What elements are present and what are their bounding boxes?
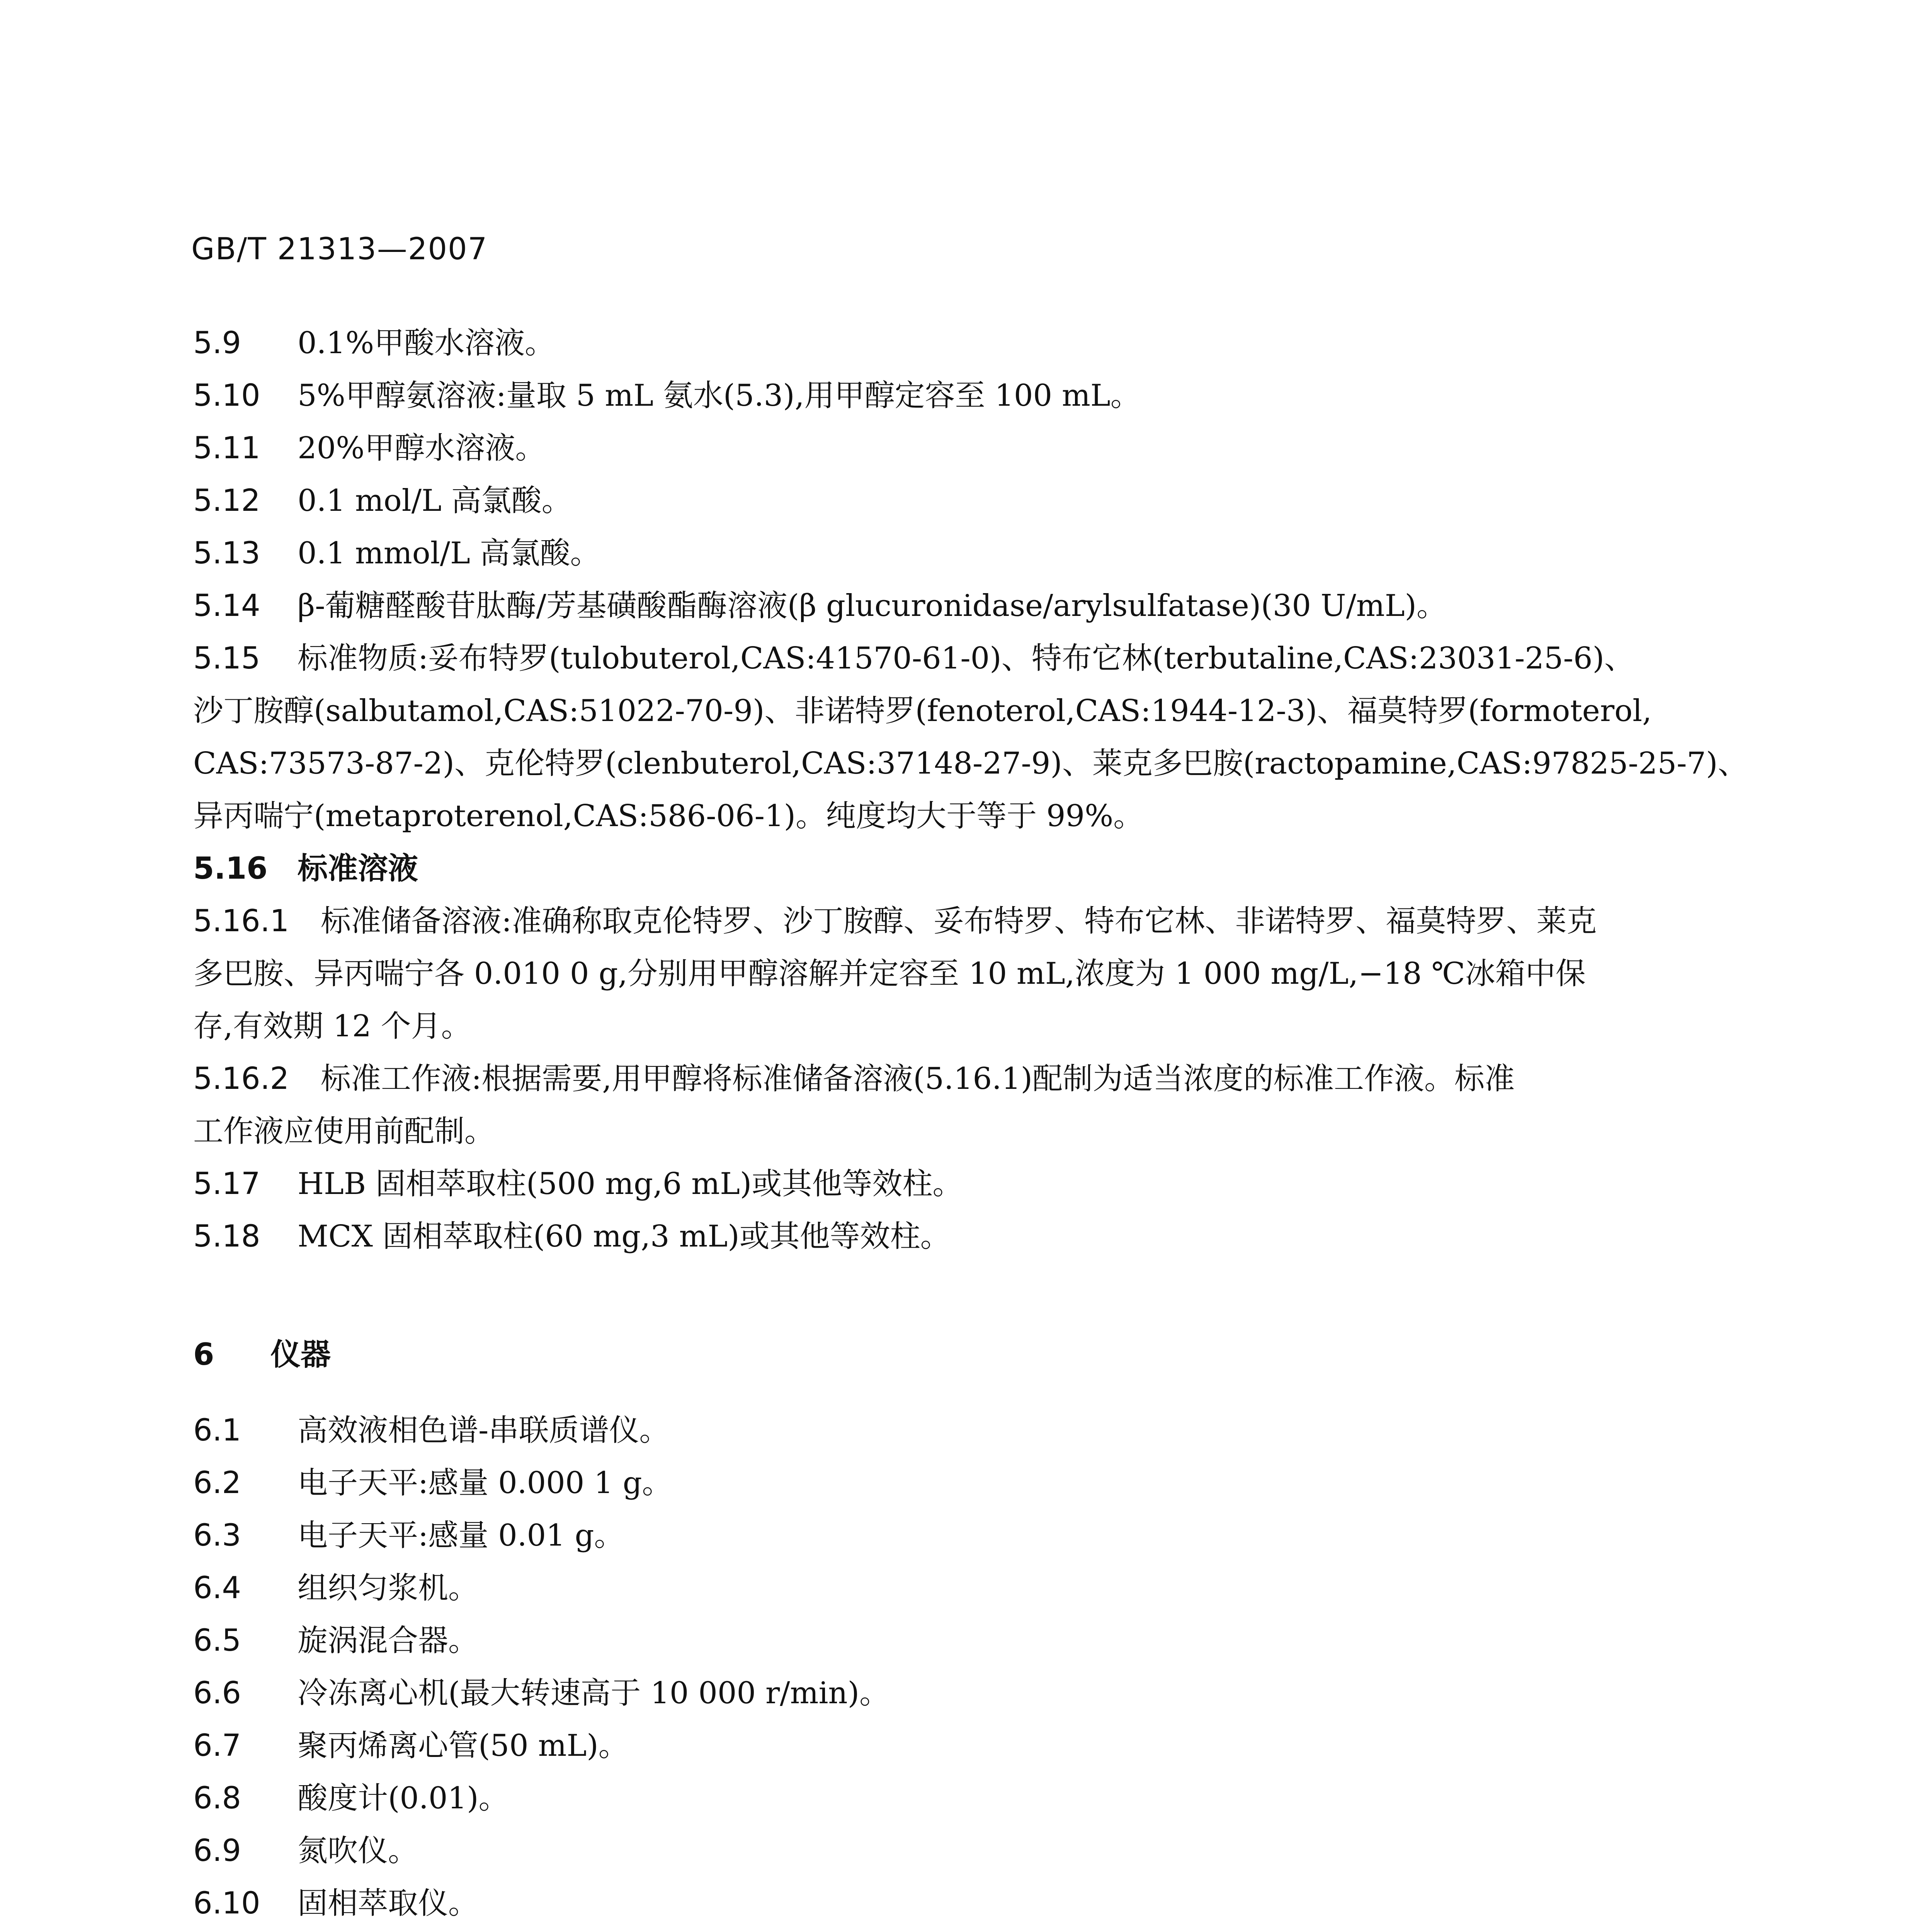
clause-number [193,1930,298,1932]
clause-5-15-cont [193,790,1731,842]
clause-text: 聚丙烯离心管(50 mL)。 [298,1728,629,1763]
clause-5-13 [193,527,1731,580]
clause-6-10 [193,1877,1731,1930]
clause-5-16-2-cont [193,1105,1731,1158]
clause-text-line: 沙丁胺醇(salbutamol,CAS:51022-70-9)、非诺特罗(fenoterol,CAS:1944-12-3)、福莫特罗(formoterol, [193,694,1652,728]
clause-5-16-1-cont [193,1000,1731,1053]
clause-6-6 [193,1667,1731,1719]
clause-text: 0.1 mol/L 高氯酸。 [298,483,572,518]
standard-code-header: GB/T 21313—2007 [191,232,488,267]
clause-text: 电子天平:感量 0.01 g。 [298,1518,624,1553]
clause-6-11 [193,1930,1731,1932]
clause-text: 冷冻离心机(最大转速高于 10 000 r/min)。 [298,1676,890,1711]
clause-text-line: 标准储备溶液:准确称取克伦特罗、沙丁胺醇、妥布特罗、特布它林、非诺特罗、福莫特罗、莱克 [321,904,1597,939]
clause-number: 5.9 [193,326,242,361]
clause-text: 0.1%甲酸水溶液。 [298,326,555,361]
clause-number: 5.11 [193,431,260,466]
clause-5-14 [193,580,1731,632]
clause-text-line: 工作液应使用前配制。 [193,1114,495,1149]
clause-number: 5.13 [193,536,260,571]
clause-text-line: 标准工作液:根据需要,用甲醇将标准储备溶液(5.16.1)配制为适当浓度的标准工作液。标准 [321,1061,1515,1096]
clause-6-8 [193,1772,1731,1825]
clause-text: 组织匀浆机。 [298,1571,479,1605]
clause-number: 5.18 [193,1219,260,1254]
clause-5-11 [193,422,1731,474]
clause-5-16-1-cont [193,947,1731,1000]
clause-number: 6.1 [193,1413,242,1448]
clause-text: 旋涡混合器。 [298,1623,479,1658]
clause-5-18 [193,1210,1731,1263]
clause-text-line: 多巴胺、异丙喘宁各 0.010 0 g,分别用甲醇溶解并定容至 10 mL,浓度为 1 000 mg/L,−18 ℃冰箱中保 [193,956,1586,991]
clause-6-5 [193,1614,1731,1667]
section-title: 仪器 [270,1337,331,1372]
clause-text: 0.1 mmol/L 高氯酸。 [298,536,600,571]
clause-text: 氮吹仪。 [298,1833,418,1868]
clause-number: 5.10 [193,378,260,413]
clause-number: 6.9 [193,1833,242,1868]
clause-text: 20%甲醇水溶液。 [298,431,546,466]
clause-5-15-cont [193,737,1748,790]
clause-text: HLB 固相萃取柱(500 mg,6 mL)或其他等效柱。 [298,1167,963,1201]
clause-5-15 [193,632,1731,685]
clause-number: 5.12 [193,483,260,518]
clause-6-3 [193,1509,1731,1562]
clause-number: 6.2 [193,1466,242,1500]
clause-text: 5%甲醇氨溶液:量取 5 mL 氨水(5.3),用甲醇定容至 100 mL。 [298,378,1141,413]
clause-5-17 [193,1158,1731,1210]
clause-text-line: 异丙喘宁(metaproterenol,CAS:586-06-1)。纯度均大于等于 99%。 [193,799,1144,833]
clause-6-4 [193,1562,1731,1614]
clause-text: MCX 固相萃取柱(60 mg,3 mL)或其他等效柱。 [298,1219,951,1254]
clause-text: β-葡糖醛酸苷肽酶/芳基磺酸酯酶溶液(β glucuronidase/arylsulfatase)(30 U/mL)。 [298,588,1447,623]
clause-number: 6.10 [193,1886,260,1921]
clause-text-line: CAS:73573-87-2)、克伦特罗(clenbuterol,CAS:37148-27-9)、莱克多巴胺(ractopamine,CAS:97825-25-7)、 [193,746,1748,781]
clause-number: 6.7 [193,1728,242,1763]
clause-number: 5.15 [193,641,260,676]
clause-text: 酸度计(0.01)。 [298,1781,509,1816]
clause-number: 5.16.2 [193,1061,289,1096]
clause-5-9 [193,317,1731,369]
section-6-heading [193,1328,1731,1381]
clause-number: 6.6 [193,1676,242,1711]
clause-5-15-cont [193,685,1731,737]
clause-6-1 [193,1404,1731,1457]
clause-number: 5.14 [193,588,260,623]
clause-text: 固相萃取仪。 [298,1886,479,1921]
clause-6-9 [193,1825,1731,1877]
clause-number: 6.4 [193,1571,242,1605]
clause-title: 标准溶液 [298,851,418,886]
clause-6-7 [193,1719,1731,1772]
clause-text: 电子天平:感量 0.000 1 g。 [298,1466,672,1500]
clause-5-16 [193,842,1731,895]
document-body [193,317,1748,1932]
clause-text-line: 标准物质:妥布特罗(tulobuterol,CAS:41570-61-0)、特布它林(terbutaline,CAS:23031-25-6)、 [298,641,1634,676]
clause-6-2 [193,1457,1731,1509]
clause-number: 5.16.1 [193,904,289,939]
clause-number: 5.17 [193,1167,260,1201]
clause-5-16-2 [193,1053,1731,1105]
clause-number: 6.3 [193,1518,242,1553]
clause-5-16-1 [193,895,1731,947]
clause-number: 5.16 [193,851,268,886]
clause-text: 高效液相色谱-串联质谱仪。 [298,1413,670,1448]
clause-5-10 [193,369,1731,422]
clause-number: 6.8 [193,1781,242,1816]
clause-number: 6.5 [193,1623,242,1658]
section-number: 6 [193,1337,214,1372]
clause-5-12 [193,474,1731,527]
clause-text-line: 存,有效期 12 个月。 [193,1009,471,1044]
